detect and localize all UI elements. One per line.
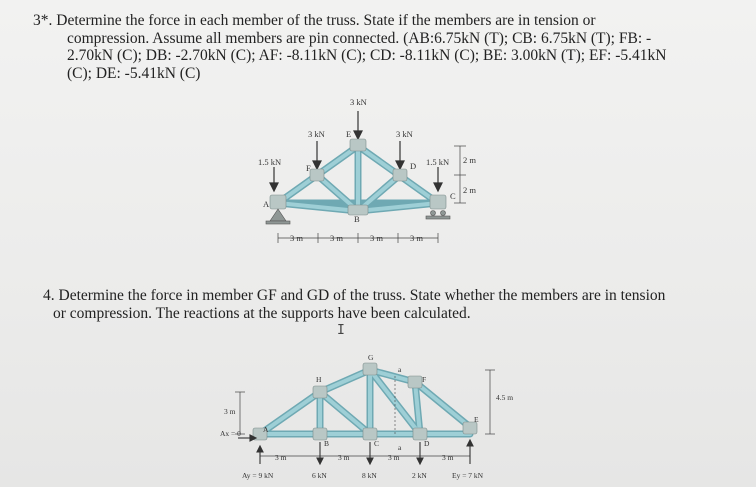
load-arrowhead-C [367,458,373,464]
gusset-A [270,195,286,209]
label-node-B: B [354,214,360,224]
load-arrowhead-right-end [434,183,442,191]
roller-C-1 [431,211,436,216]
label-dim-a-2: a [398,443,402,452]
label-top-load: 3 kN [350,97,367,107]
problem-3-line-1: 3*. Determine the force in each member of the truss. State if the members are in tension or [33,12,596,29]
load-arrowhead-left [313,161,321,169]
label-node-F: F [306,163,311,173]
problem-4-line-1: 4. Determine the force in member GF and GD of the truss. State whether the members are in tension [43,287,666,304]
label-dim-right-bottom: 2 m [463,185,476,195]
truss-figure-problem-3 [250,93,500,253]
gusset-H [313,386,327,398]
load-arrowhead-left-end [270,183,278,191]
label-node-F4: F [422,375,427,384]
label-Ax: Ax = 0 [220,429,241,438]
label-dim-a-1: a [398,365,402,374]
label-span-3: 3 m [370,233,383,243]
label-Ey: Ey = 7 kN [452,471,484,480]
label-node-A4: A [263,425,269,434]
problem-3-line-2: compression. Assume all members are pin connected. (AB:6.75kN (T); CB: 6.75kN (T); FB: - [67,29,652,47]
problem-4-statement [43,287,733,322]
problem-3-line-3: 2.70kN (C); DB: -2.70kN (C); AF: -8.11kN (C); CD: -8.11kN (C); BE: 3.00kN (T); EF: -5.41kN [67,47,667,64]
label-node-B4: B [324,439,330,448]
label-height-left: 3 m [224,407,236,416]
label-span-1: 3 m [290,233,303,243]
load-arrowhead-B [317,458,323,464]
ground-A [266,221,290,224]
problem-3-statement [33,12,723,82]
label-node-D4: D [424,439,430,448]
load-arrowhead-D [417,458,423,464]
label-node-E: E [346,129,352,139]
label-span-3-4: 3 m [388,453,400,462]
label-node-C4: C [374,439,380,448]
label-span-1-4: 3 m [275,453,287,462]
gusset-F4 [408,376,422,388]
load-arrowhead-right [396,161,404,169]
label-span-2-4: 3 m [338,453,350,462]
label-span-4: 3 m [410,233,423,243]
gusset-G [363,363,377,375]
label-right-end-load: 1.5 kN [426,157,450,167]
label-span-4-4: 3 m [442,453,454,462]
ground-C [426,216,450,219]
label-load-D: 2 kN [412,471,427,480]
pin-support-A [270,209,286,221]
label-node-H: H [316,375,322,384]
gusset-E [350,139,366,151]
label-load-C: 8 kN [362,471,377,480]
label-span-2: 3 m [330,233,343,243]
label-node-E4: E [474,415,479,424]
label-height-right: 4.5 m [496,393,514,402]
label-node-G: G [368,353,374,362]
gusset-C [430,195,446,209]
truss-figure-problem-4 [220,352,520,487]
gusset-D [393,169,407,181]
text-cursor-icon: I [337,323,345,338]
label-left-load: 3 kN [308,129,325,139]
gusset-F [310,169,324,181]
label-load-B: 6 kN [312,471,327,480]
roller-C-2 [441,211,446,216]
label-left-end-load: 1.5 kN [258,157,282,167]
problem-3-line-4: (C); DE: -5.41kN (C) [67,64,201,82]
label-node-A: A [263,199,270,209]
problem-4-line-2: or compression. The reactions at the supports have been calculated. [53,304,471,322]
reaction-arrowhead-Ey [467,440,473,446]
load-arrowhead-top [354,131,362,139]
label-Ay: Ay = 9 kN [242,471,274,480]
label-node-C: C [450,191,456,201]
label-dim-right-top: 2 m [463,155,476,165]
label-node-D: D [410,161,417,171]
reaction-arrowhead-Ay [257,446,263,452]
label-right-load: 3 kN [396,129,413,139]
